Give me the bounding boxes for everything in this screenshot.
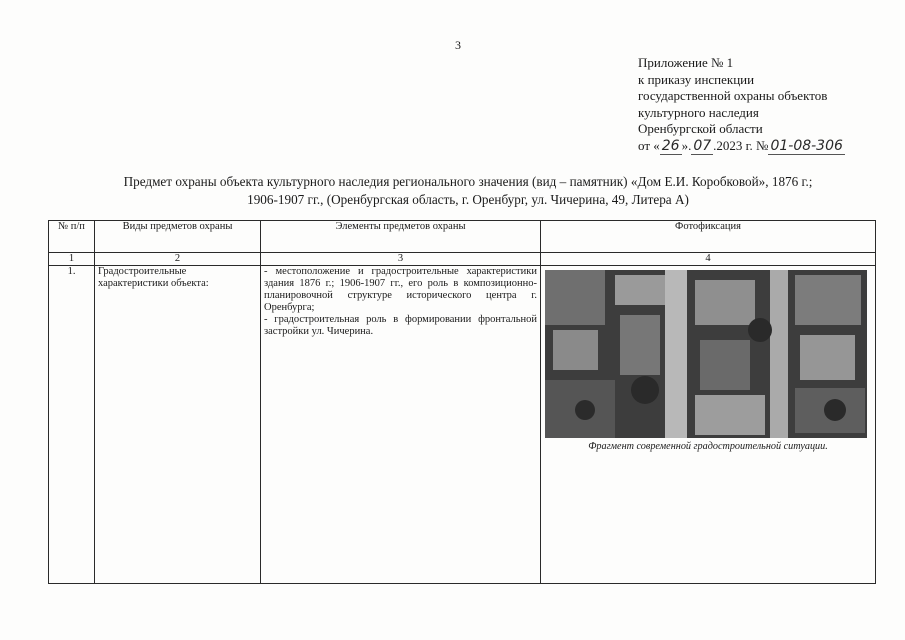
- date-prefix: от «: [638, 137, 660, 153]
- appendix-block: [638, 55, 845, 154]
- aerial-photo: [545, 270, 867, 438]
- table-row: [49, 266, 876, 584]
- header-photo: Фотофиксация: [541, 221, 876, 253]
- handwritten-day: 26: [661, 137, 680, 154]
- appendix-line-4: культурного наследия: [638, 104, 759, 120]
- appendix-line-3: государственной охраны объектов: [638, 88, 828, 103]
- column-number-4: 4: [541, 253, 876, 266]
- header-type: Виды предметов охраны: [95, 221, 261, 253]
- appendix-order-date: [638, 138, 845, 155]
- column-number-1: 1: [49, 253, 95, 266]
- title-line-1: Предмет охраны объекта культурного наследия регионального значения (вид – памятник) «Дом Е.И. Коробковой», 1876 г.;: [123, 174, 813, 189]
- appendix-line-2: к приказу инспекции: [638, 71, 755, 87]
- date-separator-1: ».: [681, 137, 692, 153]
- appendix-line-1: Приложение № 1: [638, 55, 734, 70]
- date-separator-2: .2023 г. №: [713, 137, 769, 153]
- column-number-row: [49, 253, 876, 266]
- title-line-2: 1906-1907 гг., (Оренбургская область, г. Оренбург, ул. Чичерина, 49, Литера А): [247, 192, 689, 207]
- protection-table: [48, 220, 876, 584]
- row-protection-type: Градостроительные характеристики объекта:: [95, 266, 261, 584]
- handwritten-month: 07: [693, 137, 712, 154]
- table-header-row: [49, 221, 876, 253]
- row-number: 1.: [49, 266, 95, 584]
- document-title: [48, 173, 888, 209]
- header-elements: Элементы предметов охраны: [261, 221, 541, 253]
- handwritten-order-number: 01-08-306: [770, 137, 843, 154]
- photo-caption: Фрагмент современной градостроительной ситуации.: [588, 441, 828, 452]
- header-number: № п/п: [49, 221, 95, 253]
- row-protection-elements: - местоположение и градостроительные характеристики здания 1876 г.; 1906-1907 гг., его роль в композиционно-планировочной структуре исторического центра г. Оренбурга; - градостроительная роль в формировании фронтальной застройки ул. Чичерина.: [261, 266, 541, 584]
- column-number-3: 3: [261, 253, 541, 266]
- row-photo-cell: [541, 266, 876, 584]
- appendix-line-5: Оренбургской области: [638, 121, 763, 136]
- column-number-2: 2: [95, 253, 261, 266]
- page-number: 3: [455, 38, 461, 52]
